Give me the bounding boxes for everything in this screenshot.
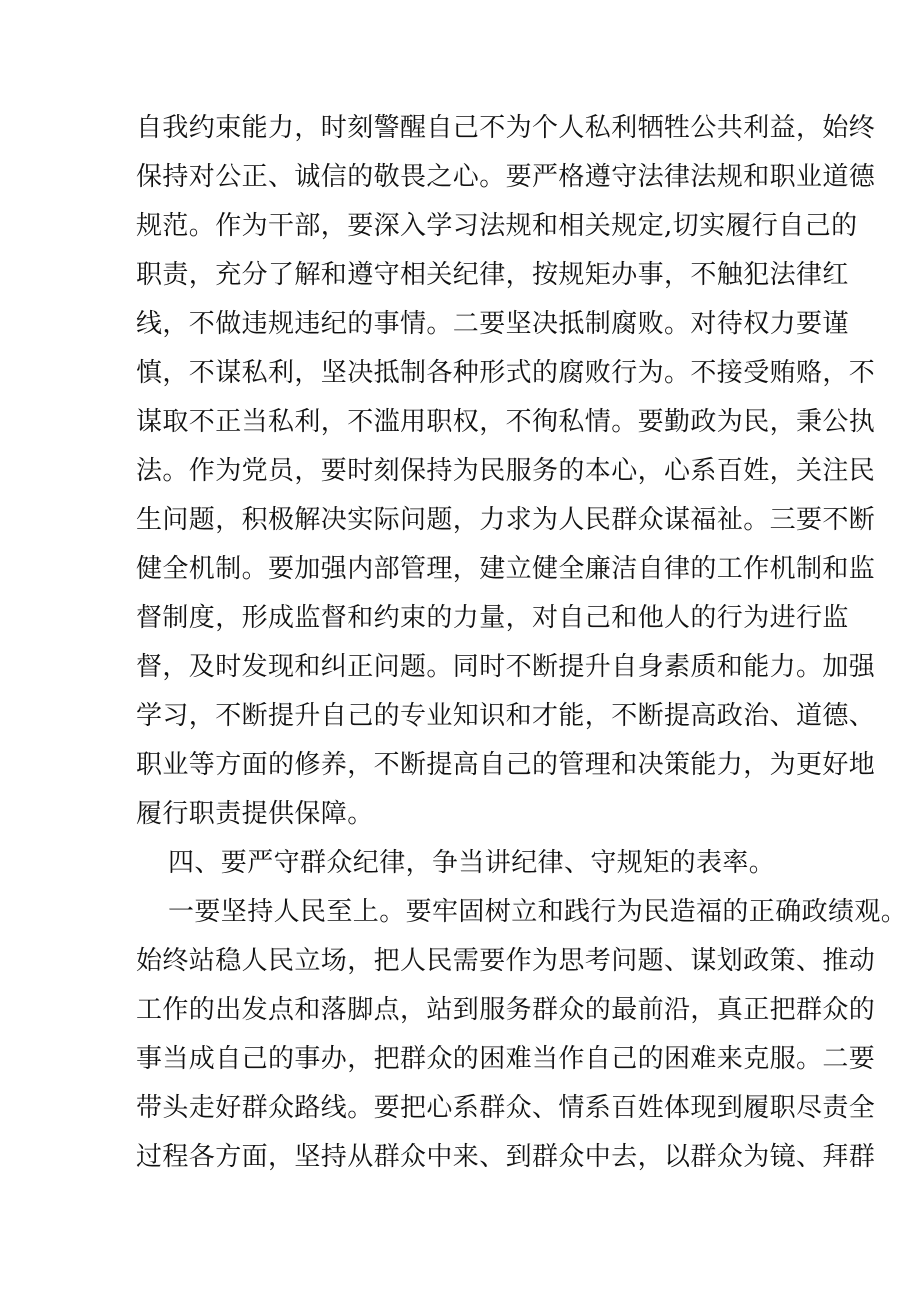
text-line-20: 事当成自己的事办，把群众的困难当作自己的困难来克服。二要 [136, 1044, 876, 1074]
text-line-7: 谋取不正当私利，不滥用职权，不徇私情。要勤政为民，秉公执 [136, 407, 876, 437]
text-line-14: 职业等方面的修养，不断提高自己的管理和决策能力，为更好地 [136, 750, 876, 780]
text-line-9: 生问题，积极解决实际问题，力求为人民群众谋福祉。三要不断 [136, 505, 876, 535]
text-line-22: 过程各方面，坚持从群众中来、到群众中去，以群众为镜、拜群 [136, 1142, 876, 1172]
text-line-15: 履行职责提供保障。 [136, 799, 374, 829]
text-line-12: 督，及时发现和纠正问题。同时不断提升自身素质和能力。加强 [136, 652, 876, 682]
text-line-17: 一要坚持人民至上。要牢固树立和践行为民造福的正确政绩观。 [168, 897, 908, 927]
text-line-18: 始终站稳人民立场，把人民需要作为思考问题、谋划政策、推动 [136, 946, 876, 976]
text-line-5: 线，不做违规违纪的事情。二要坚决抵制腐败。对待权力要谨 [136, 309, 849, 339]
text-line-21: 带头走好群众路线。要把心系群众、情系百姓体现到履职尽责全 [136, 1093, 876, 1123]
text-line-8: 法。作为党员，要时刻保持为民服务的本心，心系百姓，关注民 [136, 456, 876, 486]
section-heading: 四、要严守群众纪律，争当讲纪律、守规矩的表率。 [168, 848, 776, 878]
text-line-10: 健全机制。要加强内部管理，建立健全廉洁自律的工作机制和监 [136, 554, 876, 584]
text-line-11: 督制度，形成监督和约束的力量，对自己和他人的行为进行监 [136, 603, 849, 633]
text-line-19: 工作的出发点和落脚点，站到服务群众的最前沿，真正把群众的 [136, 995, 876, 1025]
text-line-1: 自我约束能力，时刻警醒自己不为个人私利牺牲公共利益，始终 [136, 113, 876, 143]
text-line-2: 保持对公正、诚信的敬畏之心。要严格遵守法律法规和职业道德 [136, 162, 876, 192]
text-line-6: 慎，不谋私利，坚决抵制各种形式的腐败行为。不接受贿赂，不 [136, 358, 876, 388]
text-line-4: 职责，充分了解和遵守相关纪律，按规矩办事，不触犯法律红 [136, 260, 849, 290]
text-line-3: 规范。作为干部，要深入学习法规和相关规定,切实履行自己的 [136, 211, 858, 241]
text-line-13: 学习，不断提升自己的专业知识和才能，不断提高政治、道德、 [136, 701, 876, 731]
